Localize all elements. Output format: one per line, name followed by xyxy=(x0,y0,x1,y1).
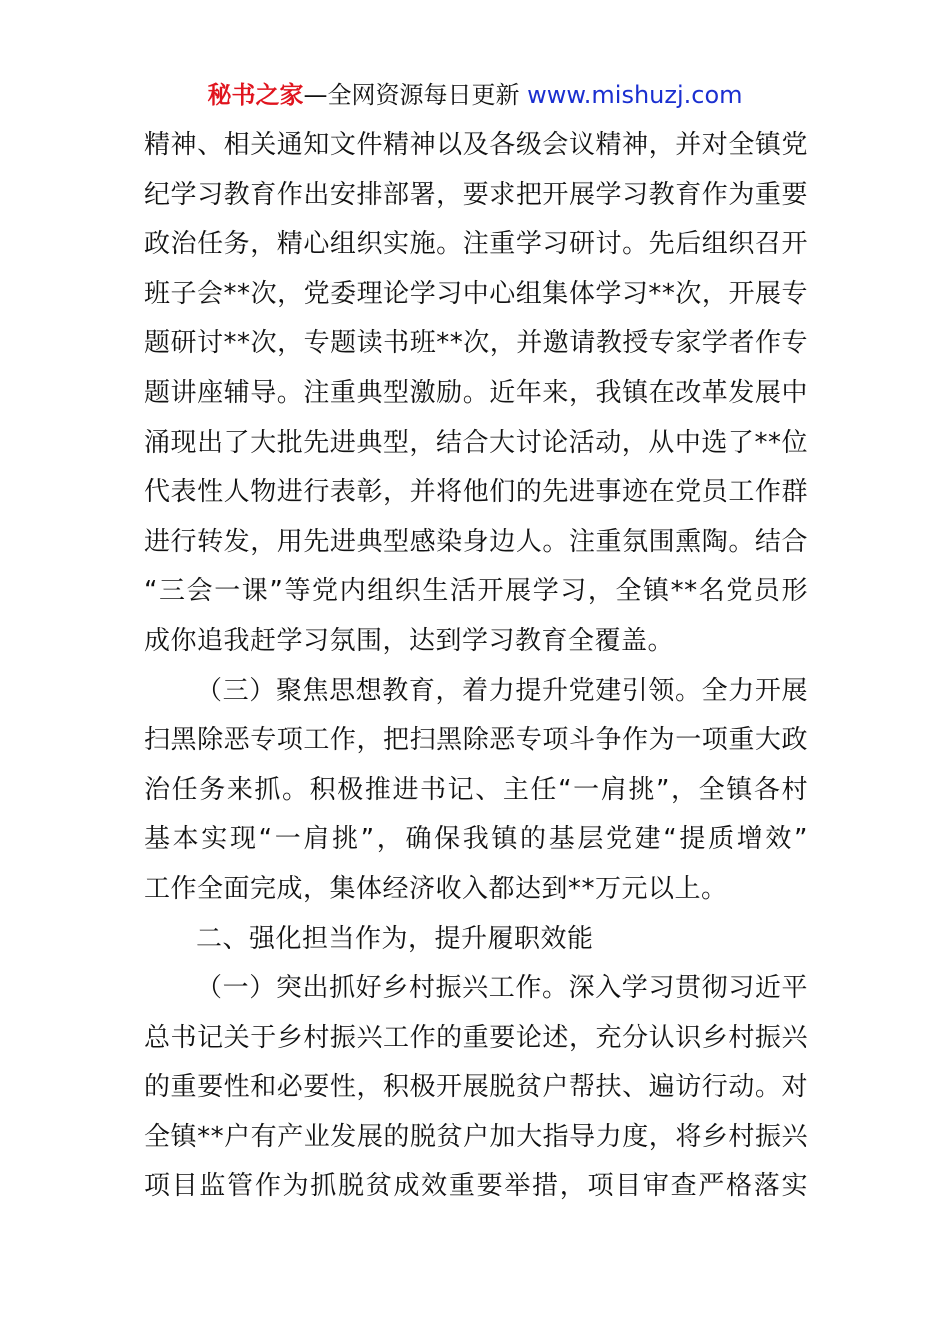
text-line: 总书记关于乡村振兴工作的重要论述，充分认识乡村振兴 xyxy=(144,1022,808,1053)
brand-name: 秘书之家 xyxy=(207,81,304,109)
text-line: 精神、相关通知文件精神以及各级会议精神，并对全镇党 xyxy=(144,130,808,160)
text-line: 代表性人物进行表彰，并将他们的先进事迹在党员工作群 xyxy=(144,477,808,508)
text-line: 基本实现“一肩挑”，确保我镇的基层党建“提质增效” xyxy=(144,824,808,855)
text-line: 全镇**户有产业发展的脱贫户加大指导力度，将乡村振兴 xyxy=(144,1121,808,1152)
text-line: 扫黑除恶专项工作，把扫黑除恶专项斗争作为一项重大政 xyxy=(144,725,808,756)
text-line: “三会一课”等党内组织生活开展学习，全镇**名党员形 xyxy=(144,576,808,607)
text-line: 工作全面完成，集体经济收入都达到**万元以上。 xyxy=(144,873,728,904)
text-line: 成你追我赶学习氛围，达到学习教育全覆盖。 xyxy=(144,625,675,656)
header-tagline: —全网资源每日更新 xyxy=(303,81,528,109)
text-line: 题研讨**次，专题读书班**次，并邀请教授专家学者作专 xyxy=(144,328,808,359)
page-header xyxy=(0,78,950,112)
text-line: 政治任务，精心组织实施。注重学习研讨。先后组织召开 xyxy=(144,229,808,260)
text-line: 班子会**次，党委理论学习中心组集体学习**次，开展专 xyxy=(144,278,808,309)
text-line: 题讲座辅导。注重典型激励。近年来，我镇在改革发展中 xyxy=(144,377,808,408)
text-line: 的重要性和必要性，积极开展脱贫户帮扶、遍访行动。对 xyxy=(144,1072,808,1103)
section-title: 二、强化担当作为，提升履职效能 xyxy=(196,923,594,954)
section-heading-line: （一）突出抓好乡村振兴工作。深入学习贯彻习近平 xyxy=(196,973,808,1004)
section-heading-line: （三）聚焦思想教育，着力提升党建引领。全力开展 xyxy=(196,675,808,706)
document-body xyxy=(144,121,808,1212)
text-line: 治任务来抓。积极推进书记、主任“一肩挑”，全镇各村 xyxy=(144,774,808,805)
text-line: 涌现出了大批先进典型，结合大讨论活动，从中选了**位 xyxy=(144,427,808,458)
site-url-link[interactable]: www.mishuzj.com xyxy=(527,81,743,109)
text-line: 进行转发，用先进典型感染身边人。注重氛围熏陶。结合 xyxy=(144,526,808,557)
text-line: 项目监管作为抓脱贫成效重要举措，项目审查严格落实 xyxy=(144,1171,808,1202)
text-line: 纪学习教育作出安排部署，要求把开展学习教育作为重要 xyxy=(144,179,808,210)
